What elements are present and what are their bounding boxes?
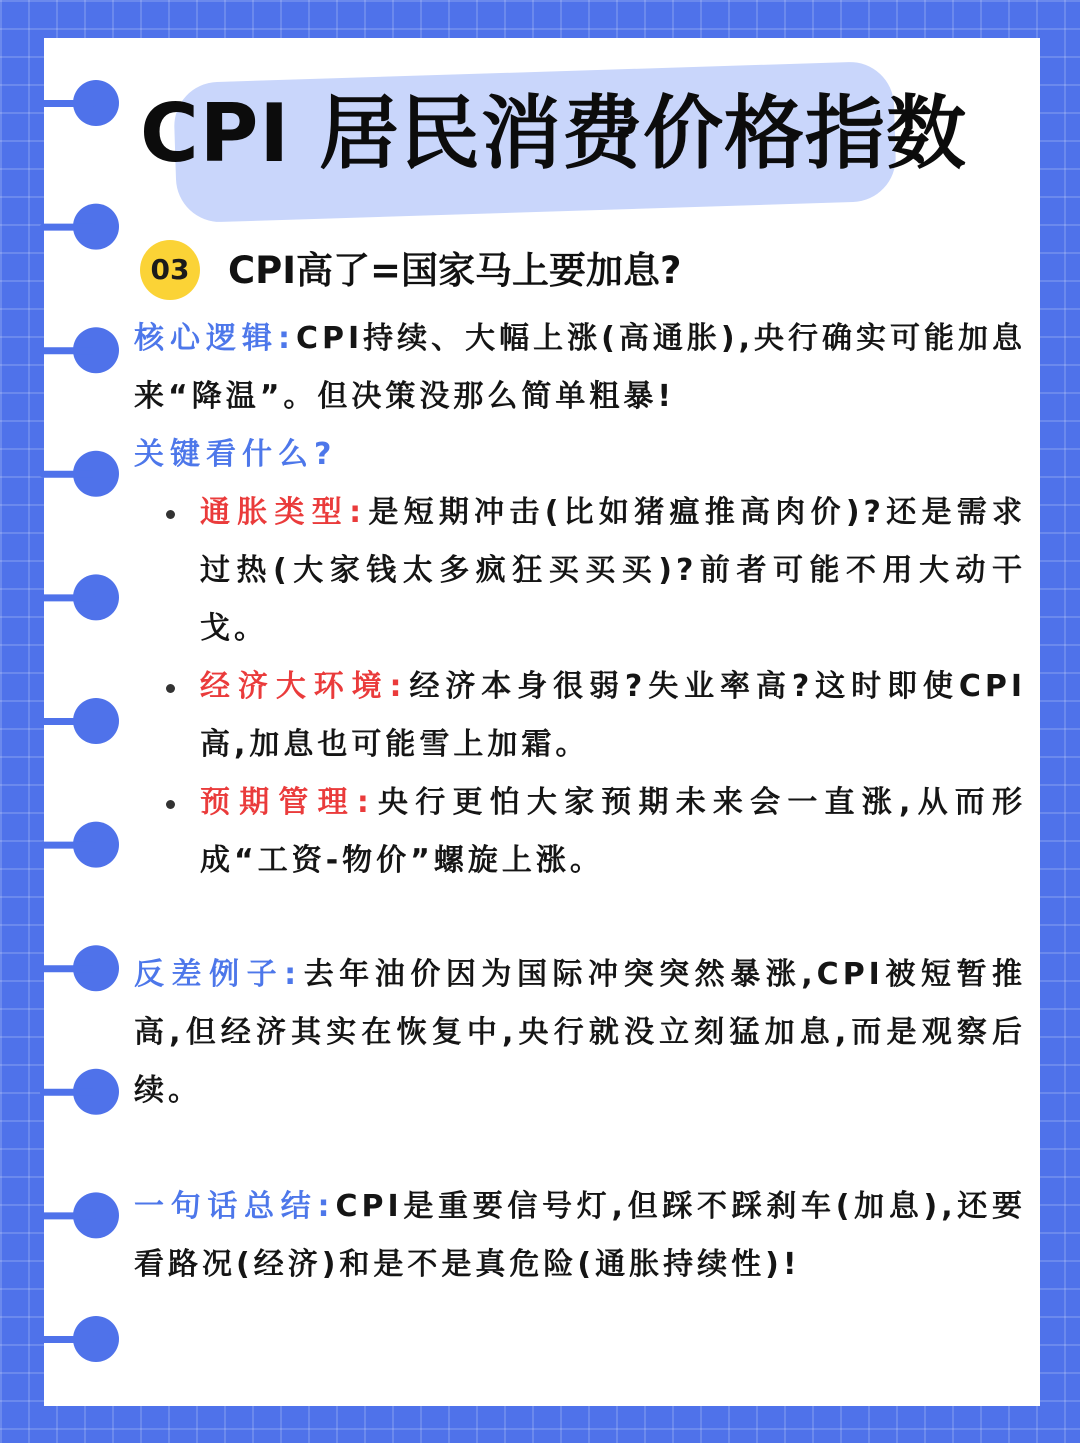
contrast-example-paragraph — [134, 946, 1026, 1120]
key-factors-list — [134, 484, 1026, 890]
binding-ring — [40, 945, 119, 991]
page-title: CPI 居民消费价格指数 — [140, 87, 967, 180]
core-logic-text: CPI持续、大幅上涨(高通胀),央行确实可能加息来“降温”。但决策没那么简单粗暴! — [134, 321, 1026, 414]
bullet-label: 通胀类型: — [200, 495, 368, 530]
bullet-label: 经济大环境: — [200, 669, 408, 704]
spiral-binding — [0, 0, 130, 1443]
key-question-label: 关键看什么? — [134, 437, 338, 472]
binding-ring — [40, 451, 119, 497]
binding-ring — [40, 1316, 119, 1362]
binding-ring — [40, 822, 119, 868]
bullet-text: 央行更怕大家预期未来会一直涨,从而形成“工资-物价”螺旋上涨。 — [200, 785, 1026, 878]
core-logic-paragraph — [134, 310, 1026, 426]
bullet-dot — [166, 800, 175, 809]
list-item — [200, 658, 1026, 774]
section-title: CPI高了=国家马上要加息? — [228, 249, 682, 292]
section-number-badge: 03 — [140, 240, 200, 300]
bullet-text: 是短期冲击(比如猪瘟推高肉价)?还是需求过热(大家钱太多疯狂买买买)?前者可能不用大动干戈。 — [200, 495, 1027, 646]
summary-paragraph — [134, 1178, 1026, 1294]
binding-ring — [40, 80, 119, 126]
binding-ring — [40, 204, 119, 250]
spacer — [134, 1120, 1026, 1178]
binding-ring — [40, 1192, 119, 1238]
summary-text: CPI是重要信号灯,但踩不踩刹车(加息),还要看路况(经济)和是不是真危险(通胀持续性)! — [134, 1189, 1026, 1282]
binding-ring — [40, 698, 119, 744]
bullet-dot — [166, 510, 175, 519]
binding-ring — [40, 574, 119, 620]
contrast-example-text: 去年油价因为国际冲突突然暴涨,CPI被短暂推高,但经济其实在恢复中,央行就没立刻猛加息,而是观察后续。 — [134, 957, 1027, 1108]
list-item — [200, 774, 1026, 890]
binding-ring — [40, 327, 119, 373]
article-body — [134, 310, 1026, 1294]
contrast-example-label: 反差例子: — [134, 957, 303, 992]
bullet-label: 预期管理: — [200, 785, 375, 820]
core-logic-label: 核心逻辑: — [134, 321, 296, 356]
spacer — [134, 890, 1026, 946]
key-question-paragraph — [134, 426, 1026, 484]
bullet-dot — [166, 684, 175, 693]
list-item — [200, 484, 1026, 658]
bullet-text: 经济本身很弱?失业率高?这时即使CPI高,加息也可能雪上加霜。 — [200, 669, 1026, 762]
binding-ring — [40, 1069, 119, 1115]
summary-label: 一句话总结: — [134, 1189, 336, 1224]
